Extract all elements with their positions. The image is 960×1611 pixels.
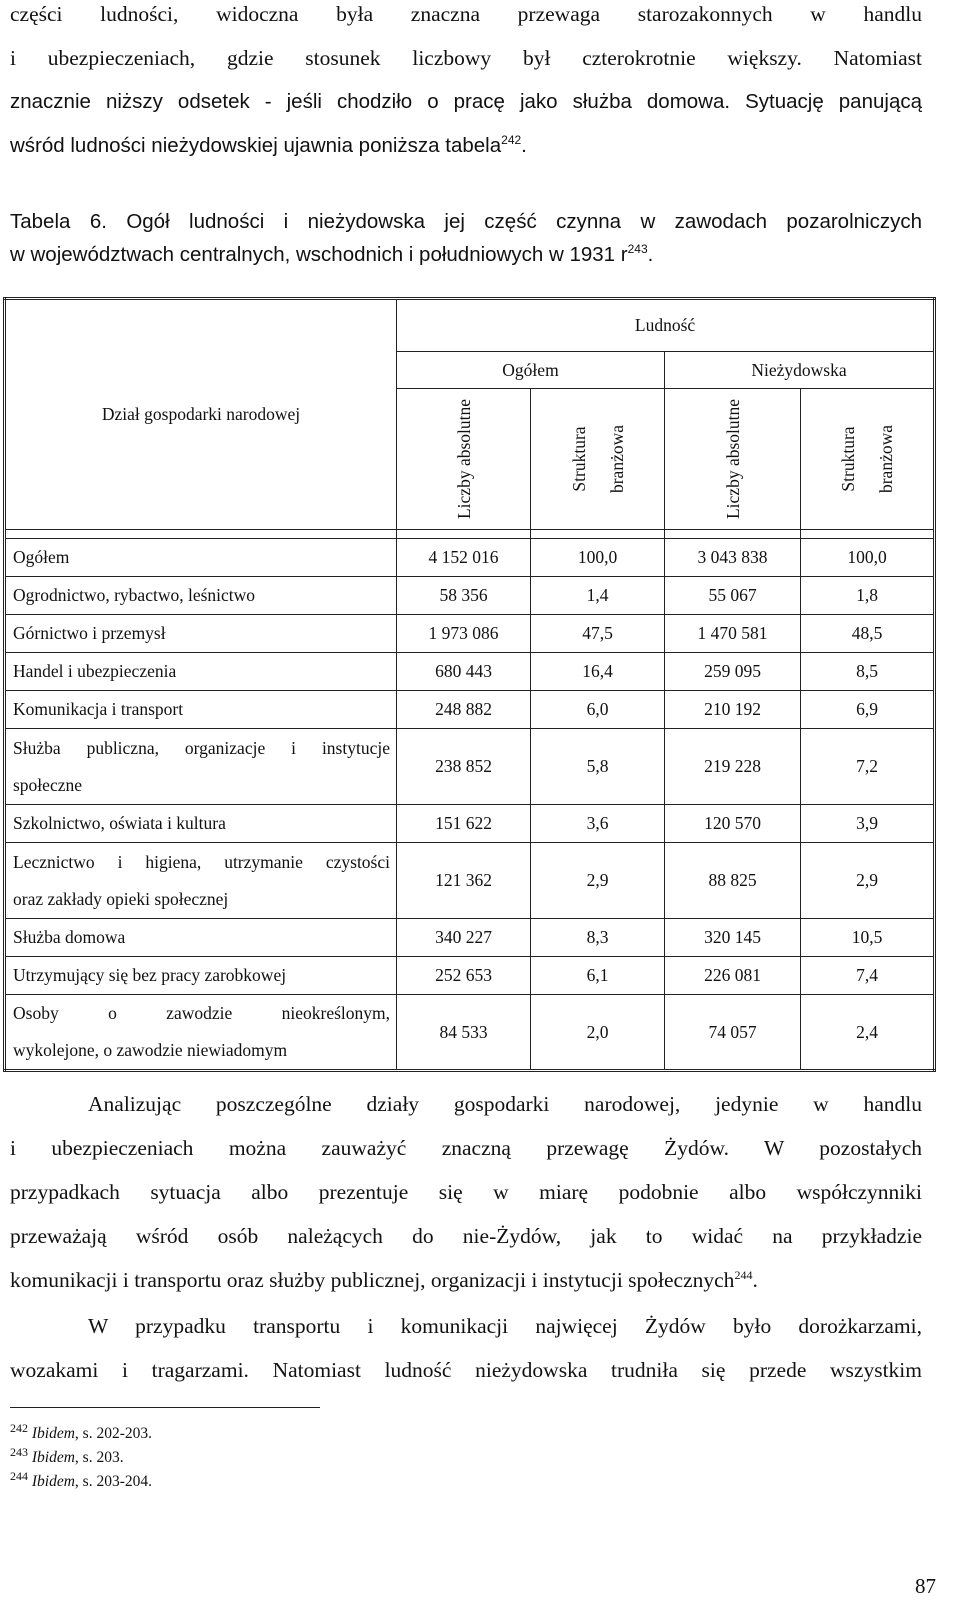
footnote-ref-text: Ibidem [31,1425,75,1442]
cell-str1: 5,8 [531,729,665,805]
footnote-number: 244 [10,1468,28,1483]
cell-abs1: 121 362 [397,843,531,919]
cell-str1: 1,4 [531,577,665,615]
cell-str1: 2,0 [531,995,665,1071]
sub-header [665,389,801,530]
table-row [5,577,935,615]
cell-abs2: 1 470 581 [665,615,801,653]
table-row [5,843,935,919]
table-row [5,691,935,729]
text-segment: wśród ludności nieżydowskiej ujawnia poniższa tabela [10,134,502,157]
text-line: i ubezpieczeniach można zauważyć znaczną przewagę Żydów. W pozostałych [10,1136,922,1160]
footnote [10,1468,152,1493]
row-label [5,615,397,653]
intro-paragraph [10,0,922,168]
caption-line [10,238,922,271]
row-label-line: wykolejone, o zawodzie niewiadomym [13,1040,288,1060]
body-paragraph [10,1082,922,1302]
text-line: wozakami i tragarzami. Natomiast ludność nieżydowska trudniła się przede wszystkim [10,1358,922,1382]
rotated-label: Struktura branżowa [568,424,627,494]
text-segment: . [752,1268,758,1292]
cell-str2: 2,9 [801,843,935,919]
cell-abs1: 238 852 [397,729,531,805]
text-line: przeważają wśród osób należących do nie-Żydów, jak to widać na przykładzie [10,1224,922,1248]
sub-header [801,389,935,530]
footnote-ref-text: Ibidem [31,1449,75,1466]
row-label-line: Szkolnictwo, oświata i kultura [13,813,226,833]
sub-header [397,389,531,530]
cell-str1: 47,5 [531,615,665,653]
table-row [5,805,935,843]
text-line: i ubezpieczeniach, gdzie stosunek liczbowy był czterokrotnie większy. Natomiast [10,46,922,70]
row-label-line: Ogrodnictwo, rybactwo, leśnictwo [13,585,256,605]
footnote-ref: 243 [627,242,648,257]
table-row [5,615,935,653]
row-label [5,919,397,957]
cell-str1: 8,3 [531,919,665,957]
cell-str2: 7,2 [801,729,935,805]
footnote [10,1420,152,1445]
page-number: 87 [915,1574,936,1598]
row-label-line: Ogółem [13,547,70,567]
row-label-line: Lecznictwo i higiena, utrzymanie czystości [13,851,390,872]
cell-str1: 2,9 [531,843,665,919]
cell-abs2: 210 192 [665,691,801,729]
caption-line: Tabela 6. Ogół ludności i nieżydowska jej część czynna w zawodach pozarolniczych [10,210,922,233]
text-line [10,1304,922,1348]
group-header: Ludność [397,299,935,352]
cell-str2: 48,5 [801,615,935,653]
cell-str2: 2,4 [801,995,935,1071]
row-label [5,539,397,577]
table-body [5,539,935,1071]
cell-abs2: 320 145 [665,919,801,957]
text-line: przypadkach sytuacja albo prezentuje się w miarę podobnie albo współczynniki [10,1180,922,1204]
data-table [3,297,936,1072]
row-label [5,843,397,919]
cell-str1: 6,1 [531,957,665,995]
cell-str1: 3,6 [531,805,665,843]
text-line: części ludności, widoczna była znaczna przewaga starozakonnych w handlu [10,2,922,26]
text-segment: komunikacji i transportu oraz służby publicznej, organizacji i instytucji społecznych [10,1268,735,1292]
row-label [5,995,397,1071]
rotated-label: Liczby absolutne [453,398,474,520]
cell-str2: 1,8 [801,577,935,615]
row-label-line: Handel i ubezpieczenia [13,661,177,681]
text-segment: w województwach centralnych, wschodnich i południowych w 1931 r [10,243,628,266]
row-label [5,577,397,615]
table-row [5,919,935,957]
footnote-ref-text: Ibidem [31,1473,75,1490]
footnote-text: , s. 202-203. [74,1425,152,1442]
cell-abs1: 84 533 [397,995,531,1071]
cell-abs1: 252 653 [397,957,531,995]
text-line [10,1258,922,1302]
row-label-line: Komunikacja i transport [13,699,184,719]
cell-abs1: 248 882 [397,691,531,729]
footnote-ref: 242 [501,133,522,148]
col-group-header: Nieżydowska [665,352,935,389]
cell-str1: 100,0 [531,539,665,577]
cell-str1: 6,0 [531,691,665,729]
footnote-text: , s. 203. [74,1449,124,1466]
text-segment: W przypadku transportu i komunikacji najwięcej Żydów było dorożkarzami, [88,1314,922,1338]
cell-abs2: 219 228 [665,729,801,805]
text-segment: Analizując poszczególne działy gospodarki narodowej, jedynie w handlu [88,1092,922,1116]
cell-abs1: 1 973 086 [397,615,531,653]
cell-str2: 3,9 [801,805,935,843]
rotated-label: Struktura branżowa [838,424,897,494]
cell-abs2: 226 081 [665,957,801,995]
cell-abs1: 340 227 [397,919,531,957]
text-segment: . [521,134,527,157]
cell-str2: 6,9 [801,691,935,729]
row-label-line: społeczne [13,774,82,795]
header-separator [5,530,935,539]
row-label-line: oraz zakłady opieki społecznej [13,888,229,909]
table-row [5,539,935,577]
row-label [5,653,397,691]
text-line [10,124,922,168]
row-label-line: Osoby o zawodzie nieokreślonym, [13,1003,390,1023]
row-label [5,729,397,805]
col-group-header: Ogółem [397,352,665,389]
text-line [10,1082,922,1126]
table-row [5,653,935,691]
cell-abs2: 74 057 [665,995,801,1071]
footnote-text: , s. 203-204. [74,1473,152,1490]
table-row [5,957,935,995]
footnote-divider [10,1407,320,1408]
row-label-line: Utrzymujący się bez pracy zarobkowej [13,965,287,985]
table-row [5,729,935,805]
cell-abs2: 88 825 [665,843,801,919]
cell-abs1: 151 622 [397,805,531,843]
footnote-number: 243 [10,1444,28,1459]
sub-header [531,389,665,530]
rotated-label: Liczby absolutne [722,398,743,520]
text-segment: . [647,243,654,266]
footnote-number: 242 [10,1420,28,1435]
cell-abs1: 680 443 [397,653,531,691]
row-label [5,805,397,843]
row-label-line: Górnictwo i przemysł [13,623,166,643]
row-label [5,691,397,729]
cell-abs1: 4 152 016 [397,539,531,577]
cell-str2: 10,5 [801,919,935,957]
cell-abs2: 55 067 [665,577,801,615]
table-caption [10,205,922,271]
body-paragraph-2 [10,1304,922,1392]
footnote [10,1444,124,1469]
cell-str2: 8,5 [801,653,935,691]
footnote-ref: 244 [734,1267,753,1282]
cell-str2: 7,4 [801,957,935,995]
row-label-line: Służba publiczna, organizacje i instytucje [13,737,390,758]
row-header-cell: Dział gospodarki narodowej [5,299,397,530]
row-label [5,957,397,995]
table-row [5,995,935,1071]
cell-abs2: 3 043 838 [665,539,801,577]
cell-abs2: 120 570 [665,805,801,843]
cell-str1: 16,4 [531,653,665,691]
cell-abs1: 58 356 [397,577,531,615]
text-line: znacznie niższy odsetek - jeśli chodziło o pracę jako służba domowa. Sytuację panującą [10,90,922,113]
cell-str2: 100,0 [801,539,935,577]
cell-abs2: 259 095 [665,653,801,691]
row-label-line: Służba domowa [13,927,126,947]
